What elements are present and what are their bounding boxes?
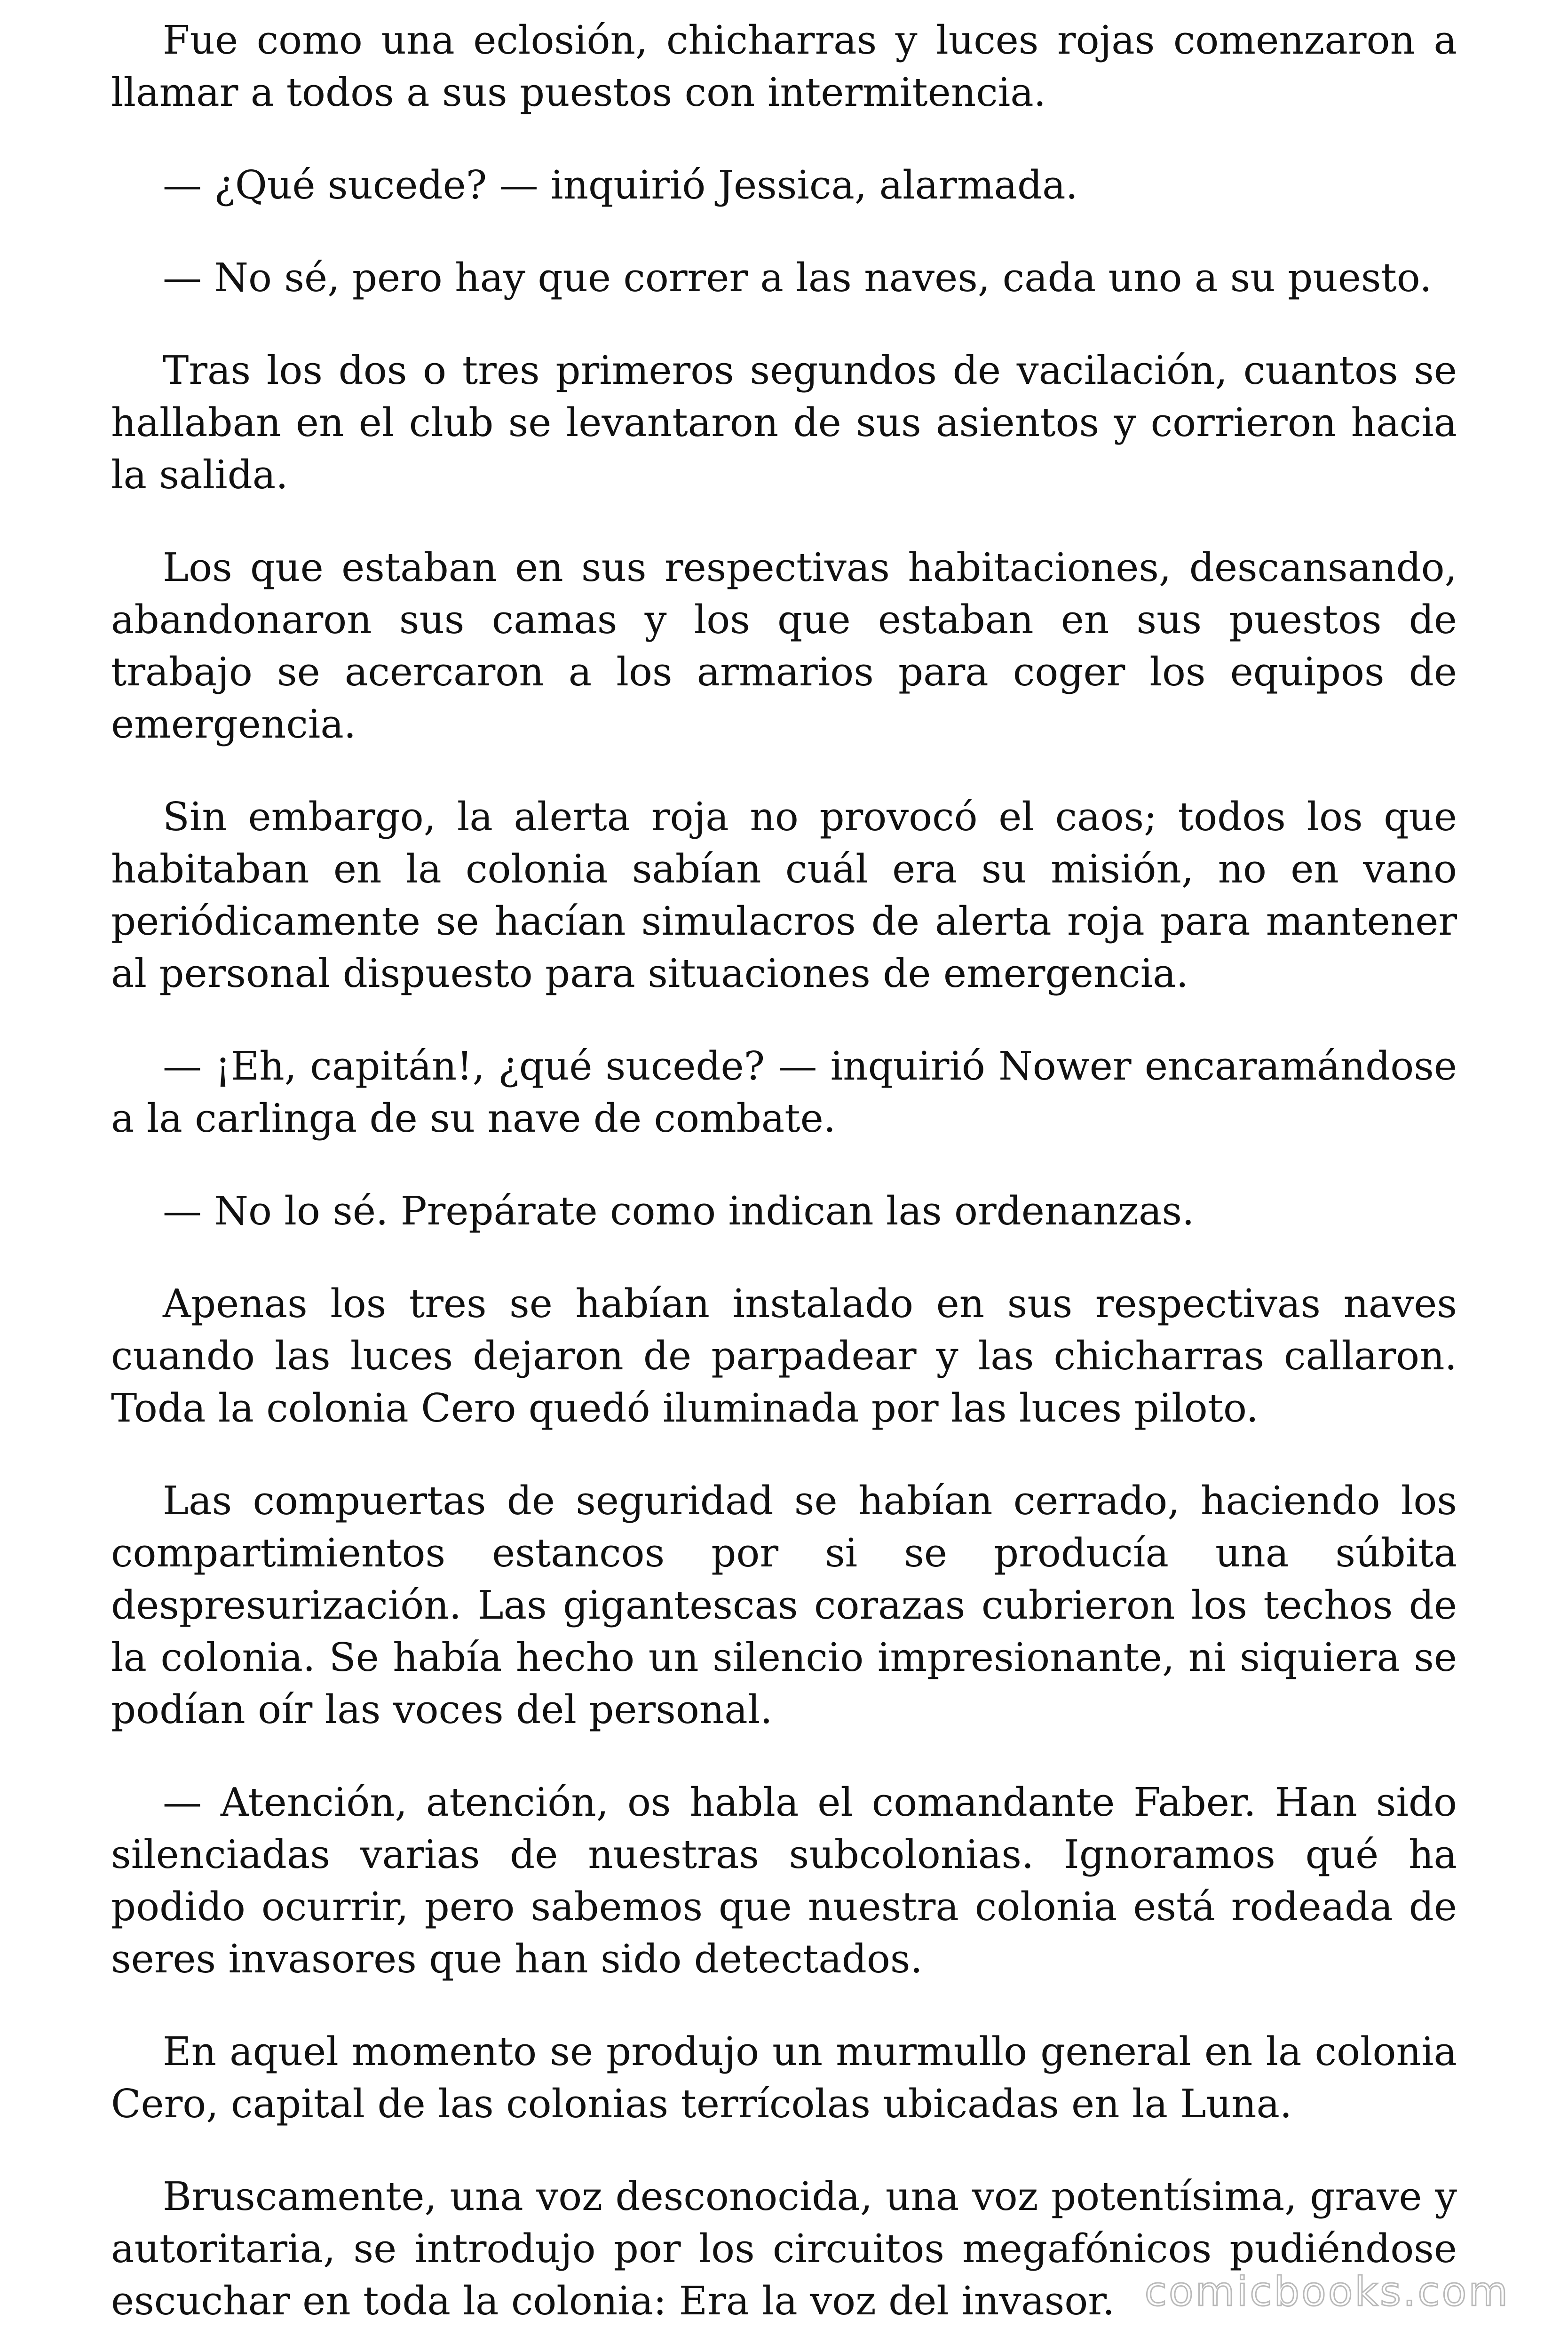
paragraph-7-dialogue: — ¡Eh, capitán!, ¿qué sucede? — inquirió Nower encaramándose a la carlinga de su nave de combate. [111, 1043, 1457, 1141]
paragraph-6: Sin embargo, la alerta roja no provocó el caos; todos los que habitaban en la colonia sabían cuál era su misión, no en vano periódicamente se hacían simulacros de alerta roja para mantener al personal dispuesto para situaciones de emergencia. [111, 794, 1457, 996]
paragraph-2-dialogue: — ¿Qué sucede? — inquirió Jessica, alarmada. [163, 162, 1078, 208]
paragraph-11-dialogue: — Atención, atención, os habla el comandante Faber. Han sido silenciadas varias de nuestras subcolonias. Ignoramos qué ha podido ocurrir, pero sabemos que nuestra colonia está rodeada de seres invasores que han sido detectados. [111, 1780, 1457, 1982]
paragraph-5: Los que estaban en sus respectivas habitaciones, descansando, abandonaron sus camas y los que estaban en sus puestos de trabajo se acercaron a los armarios para coger los equipos de emergencia. [111, 545, 1457, 747]
paragraph-13: Bruscamente, una voz desconocida, una voz potentísima, grave y autoritaria, se introdujo por los circuitos megafónicos pudiéndose escuchar en toda la colonia: Era la voz del invasor. [111, 2174, 1457, 2324]
paragraph-10: Las compuertas de seguridad se habían cerrado, haciendo los compartimientos estancos por si se producía una súbita despresurización. Las gigantescas corazas cubrieron los techos de la colonia. Se había hecho un silencio impresionante, ni siquiera se podían oír las voces del personal. [111, 1478, 1457, 1732]
paragraph-1: Fue como una eclosión, chicharras y luces rojas comenzaron a llamar a todos a sus puestos con intermitencia. [111, 17, 1457, 115]
paragraph-12: En aquel momento se produjo un murmullo general en la colonia Cero, capital de las colonias terrícolas ubicadas en la Luna. [111, 2029, 1457, 2127]
paragraph-4: Tras los dos o tres primeros segundos de vacilación, cuantos se hallaban en el club se levantaron de sus asientos y corrieron hacia la salida. [111, 348, 1457, 498]
paragraph-8-dialogue: — No lo sé. Prepárate como indican las ordenanzas. [163, 1188, 1195, 1234]
watermark: comicbooks.com [1144, 2268, 1510, 2315]
paragraph-3-dialogue: — No sé, pero hay que correr a las naves, cada uno a su puesto. [163, 255, 1432, 301]
paragraph-9: Apenas los tres se habían instalado en sus respectivas naves cuando las luces dejaron de parpadear y las chicharras callaron. Toda la colonia Cero quedó iluminada por las luces piloto. [111, 1281, 1457, 1431]
book-page-text [111, 14, 1457, 2352]
